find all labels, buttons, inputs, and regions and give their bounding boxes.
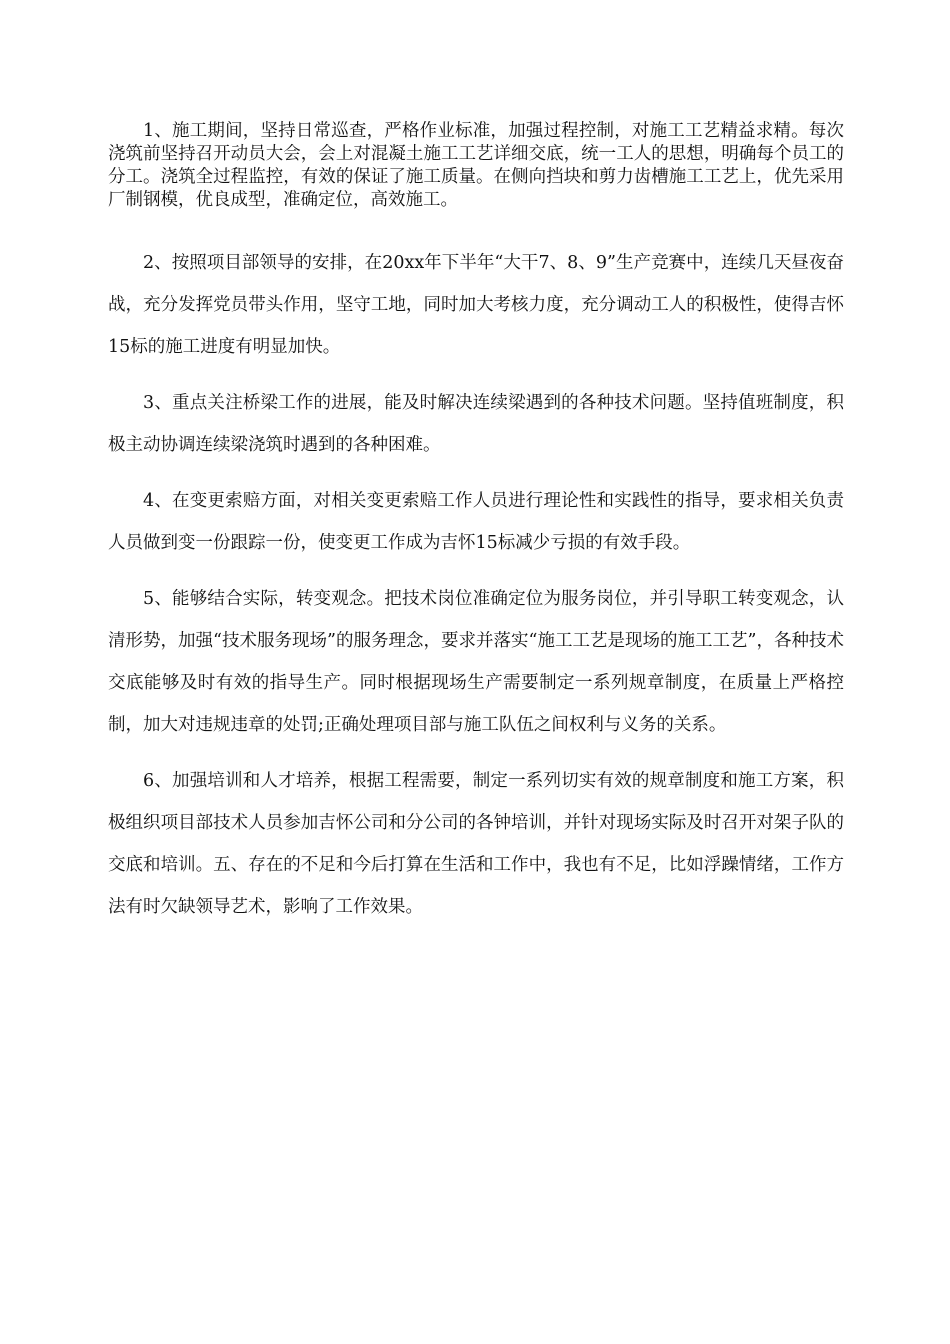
paragraph-4: 4、在变更索赔方面，对相关变更索赔工作人员进行理论性和实践性的指导，要求相关负责人员做到变一份跟踪一份，使变更工作成为吉怀15标减少亏损的有效手段。 — [108, 491, 844, 553]
paragraph-6: 6、加强培训和人才培养，根据工程需要，制定一系列切实有效的规章制度和施工方案，积极组织项目部技术人员参加吉怀公司和分公司的各钟培训，并针对现场实际及时召开对架子队的交底和培训。五、存在的不足和今后打算在生活和工作中，我也有不足，比如浮躁情绪，工作方法有时欠缺领导艺术，影响了工作效果。 — [108, 771, 844, 917]
paragraph-3: 3、重点关注桥梁工作的进展，能及时解决连续梁遇到的各种技术问题。坚持值班制度，积极主动协调连续梁浇筑时遇到的各种困难。 — [108, 393, 844, 455]
paragraph-2: 2、按照项目部领导的安排，在20xx年下半年“大干7、8、9”生产竞赛中，连续几天昼夜奋战，充分发挥党员带头作用，坚守工地，同时加大考核力度，充分调动工人的积极性，使得吉怀15标的施工进度有明显加快。 — [108, 253, 844, 357]
paragraph-1: 1、施工期间，坚持日常巡查，严格作业标准，加强过程控制，对施工工艺精益求精。每次浇筑前坚持召开动员大会，会上对混凝土施工工艺详细交底，统一工人的思想，明确每个员工的分工。浇筑全过程监控，有效的保证了施工质量。在侧向挡块和剪力齿槽施工工艺上，优先采用厂制钢模，优良成型，准确定位，高效施工。 — [108, 121, 844, 210]
document-body — [108, 120, 844, 928]
paragraph-5: 5、能够结合实际，转变观念。把技术岗位准确定位为服务岗位，并引导职工转变观念，认清形势，加强“技术服务现场”的服务理念，要求并落实“施工工艺是现场的施工工艺”，各种技术交底能够及时有效的指导生产。同时根据现场生产需要制定一系列规章制度，在质量上严格控制，加大对违规违章的处罚;正确处理项目部与施工队伍之间权利与义务的关系。 — [108, 589, 844, 735]
